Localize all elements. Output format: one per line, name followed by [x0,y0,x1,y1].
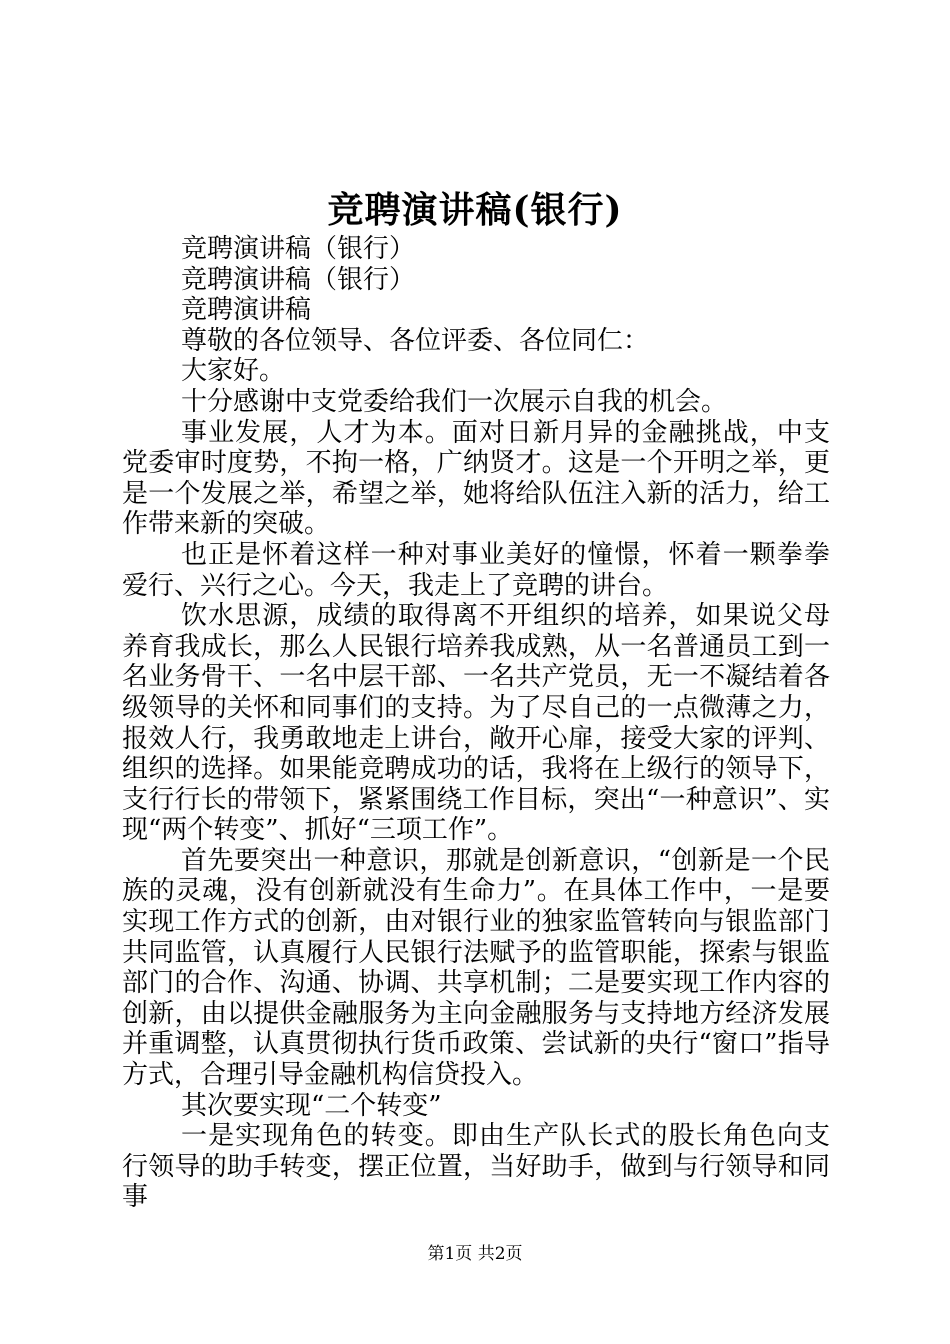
document-title: 竞聘演讲稿(银行) [327,189,623,231]
paragraph: 也正是怀着这样一种对事业美好的憧憬，怀着一颗拳拳爱行、兴行之心。今天，我走上了竞聘的讲台。 [122,539,830,601]
paragraph: 竞聘演讲稿（银行） [181,264,416,295]
paragraph: 一是实现角色的转变。即由生产队长式的股长角色向支行领导的助手转变，摆正位置，当好助手，做到与行领导和同事 [122,1121,830,1213]
paragraph: 饮水思源，成绩的取得离不开组织的培养，如果说父母养育我成长，那么人民银行培养我成熟，从一名普通员工到一名业务骨干、一名中层干部、一名共产党员，无一不凝结着各级领导的关怀和同事们的支持。为了尽自己的一点微薄之力，报效人行，我勇敢地走上讲台，敞开心扉，接受大家的评判、组织的选择。如果能竞聘成功的话，我将在上级行的领导下，支行行长的带领下，紧紧围绕工作目标，突出“一种意识”、实现“两个转变”、抓好“三项工作”。 [122,601,830,846]
paragraph: 尊敬的各位领导、各位评委、各位同仁： [181,325,650,356]
paragraph: 大家好。 [181,356,286,387]
paragraph: 其次要实现“二个转变” [181,1090,442,1121]
paragraph: 竞聘演讲稿（银行） [181,234,416,264]
document-body [122,234,830,1213]
page-footer: 第1页 共2页 [427,1244,523,1264]
paragraph: 事业发展，人才为本。面对日新月异的金融挑战，中支党委审时度势，不拘一格，广纳贤才。这是一个开明之举，更是一个发展之举，希望之举，她将给队伍注入新的活力，给工作带来新的突破。 [122,417,830,540]
paragraph: 竞聘演讲稿 [181,295,312,326]
paragraph: 首先要突出一种意识，那就是创新意识，“创新是一个民族的灵魂，没有创新就没有生命力”。在具体工作中，一是要实现工作方式的创新，由对银行业的独家监管转向与银监部门共同监管，认真履行人民银行法赋予的监管职能，探索与银监部门的合作、沟通、协调、共享机制；二是要实现工作内容的创新，由以提供金融服务为主向金融服务与支持地方经济发展并重调整，认真贯彻执行货币政策、尝试新的央行“窗口”指导方式，合理引导金融机构信贷投入。 [122,845,830,1091]
paragraph: 十分感谢中支党委给我们一次展示自我的机会。 [181,386,728,417]
